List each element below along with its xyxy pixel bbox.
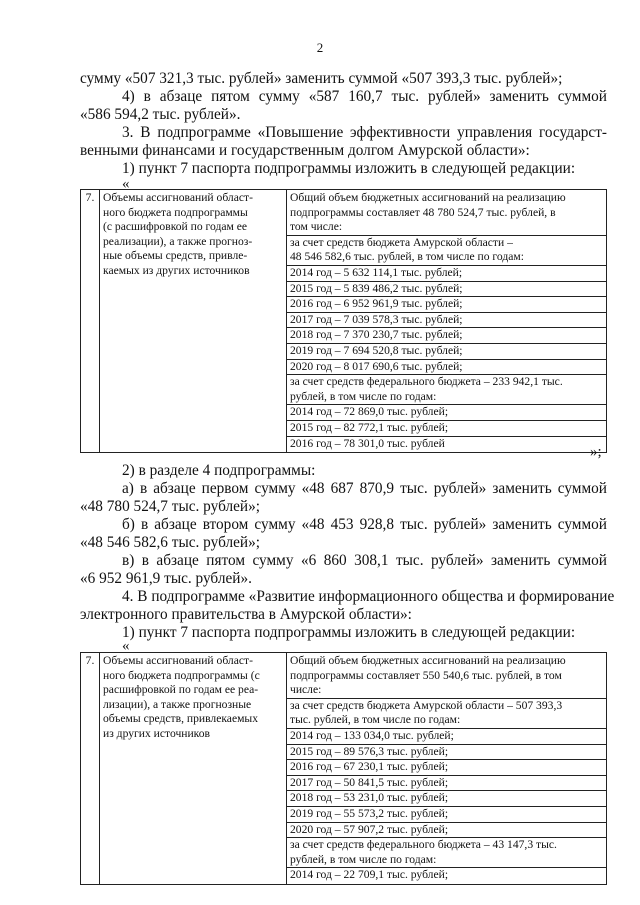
- paragraph-line: «48 546 582,6 тыс. рублей»;: [80, 534, 260, 551]
- table-left-cell: Объемы ассигнований област- ного бюджета подпрограммы (с расшифровкой по годам ее реализации), а также прогноз- ные объемы средств, привле- каемых из других источников: [100, 190, 287, 453]
- open-quote: «: [122, 638, 130, 654]
- paragraph-line: б) в абзаце втором сумму «48 453 928,8 тыс. рублей» заменить суммой: [122, 516, 607, 533]
- passport-table-2: [80, 652, 607, 885]
- table-row-number: 7.: [81, 653, 100, 885]
- paragraph-line: «6 952 961,9 тыс. рублей».: [80, 570, 252, 587]
- table-right-cell: Общий объем бюджетных ассигнований на реализацию подпрограммы составляет 550 540,6 тыс. рублей, в том числе: за счет средств бюджета Амурской области – 507 393,3 тыс. рублей, в том числе по годам: 2014 год – 133 034,0 тыс. рублей; 2015 год – 89 576,3 тыс. рублей; 2016 год – 67 230,1 тыс. рублей; 2017 год – 50 841,5 тыс. рублей; 2018 год – 53 231,0 тыс. рублей; 2019 год – 55 573,2 тыс. рублей; 2020 год – 57 907,2 тыс. рублей; за счет средств федерального бюджета – 43 147,3 тыс. рублей, в том числе по годам: 2014 год – 22 709,1 тыс. рублей;: [287, 653, 607, 885]
- paragraph-line: 4) в абзаце пятом сумму «587 160,7 тыс. рублей» заменить суммой: [122, 88, 607, 105]
- section-heading-line: электронного правительства в Амурской области»:: [80, 606, 412, 623]
- paragraph-line: а) в абзаце первом сумму «48 687 870,9 тыс. рублей» заменить суммой: [122, 480, 607, 497]
- close-quote: »;: [590, 444, 602, 460]
- paragraph-line: 2) в разделе 4 подпрограммы:: [122, 462, 316, 479]
- paragraph-line: сумму «507 321,3 тыс. рублей» заменить суммой «507 393,3 тыс. рублей»;: [80, 70, 563, 87]
- page-number: 2: [316, 40, 324, 55]
- section-heading-line: 3. В подпрограмме «Повышение эффективности управления государст-: [122, 124, 607, 141]
- table-right-cell: Общий объем бюджетных ассигнований на реализацию подпрограммы составляет 48 780 524,7 тыс. рублей, в том числе: за счет средств бюджета Амурской области – 48 546 582,6 тыс. рублей, в том числе по годам: 2014 год – 5 632 114,1 тыс. рублей; 2015 год – 5 839 486,2 тыс. рублей; 2016 год – 6 952 961,9 тыс. рублей; 2017 год – 7 039 578,3 тыс. рублей; 2018 год – 7 370 230,7 тыс. рублей; 2019 год – 7 694 520,8 тыс. рублей; 2020 год – 8 017 690,6 тыс. рублей; за счет средств федерального бюджета – 233 942,1 тыс. рублей, в том числе по годам: 2014 год – 72 869,0 тыс. рублей; 2015 год – 82 772,1 тыс. рублей; 2016 год – 78 301,0 тыс. рублей: [287, 190, 607, 453]
- table-row-number: 7.: [81, 190, 100, 453]
- open-quote: «: [122, 176, 130, 192]
- passport-table-1: [80, 189, 607, 453]
- paragraph-line: «586 594,2 тыс. рублей».: [80, 106, 241, 123]
- section-heading-line: 4. В подпрограмме «Развитие информационного общества и формирование: [122, 588, 615, 605]
- paragraph-line: «48 780 524,7 тыс. рублей»;: [80, 498, 260, 515]
- paragraph-line: 1) пункт 7 паспорта подпрограммы изложить в следующей редакции:: [122, 160, 576, 177]
- table-left-cell: Объемы ассигнований област- ного бюджета подпрограммы (с расшифровкой по годам ее реа- лизации), а также прогнозные объемы средств, привлекаемых из других источников: [100, 653, 287, 885]
- paragraph-line: 1) пункт 7 паспорта подпрограммы изложить в следующей редакции:: [122, 624, 576, 641]
- paragraph-line: в) в абзаце пятом сумму «6 860 308,1 тыс. рублей» заменить суммой: [122, 552, 607, 569]
- section-heading-line: венными финансами и государственным долгом Амурской области»:: [80, 142, 530, 159]
